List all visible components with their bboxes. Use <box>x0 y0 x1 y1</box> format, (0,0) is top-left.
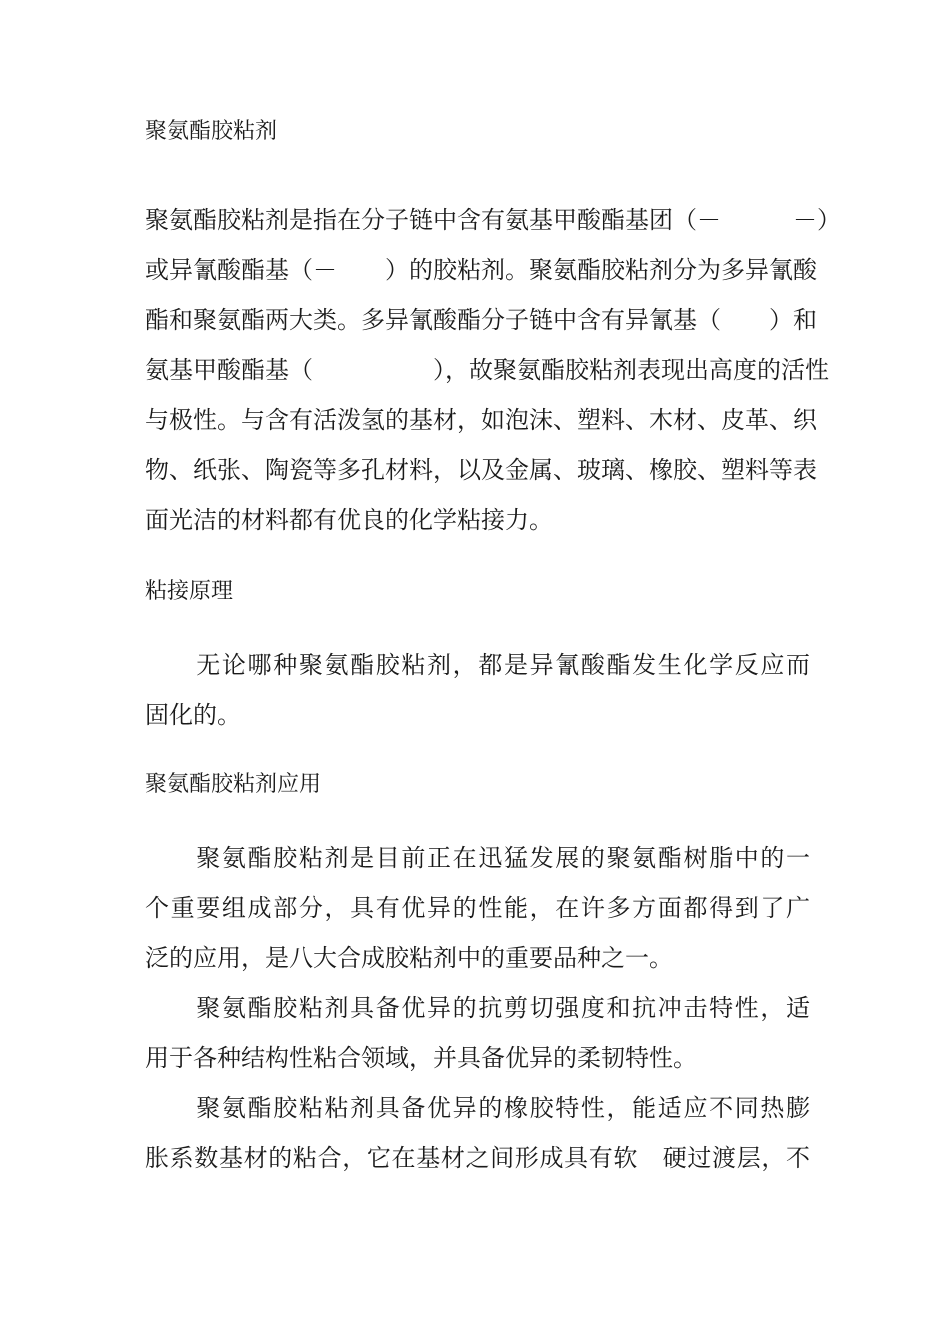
section-heading-applications: 聚氨酯胶粘剂应用 <box>145 772 322 797</box>
paragraph-line: 与极性。与含有活泼氢的基材，如泡沫、塑料、木材、皮革、织 <box>145 406 817 434</box>
paragraph-line: 或异氰酸酯基（－ ）的胶粘剂。聚氨酯胶粘剂分为多异氰酸 <box>145 256 817 284</box>
paragraph-line: 聚氨酯胶粘剂具备优异的抗剪切强度和抗冲击特性，适 <box>145 994 810 1022</box>
paragraph-line: 面光洁的材料都有优良的化学粘接力。 <box>145 506 553 534</box>
applications-paragraph-1 <box>145 833 810 983</box>
paragraph-line: 个重要组成部分，具有优异的性能，在许多方面都得到了广 <box>145 894 810 922</box>
paragraph-line: 泛的应用，是八大合成胶粘剂中的重要品种之一。 <box>145 944 673 972</box>
bonding-principle-paragraph <box>145 640 810 740</box>
applications-paragraph-2 <box>145 983 810 1083</box>
paragraph-line: 用于各种结构性粘合领域，并具备优异的柔韧特性。 <box>145 1044 697 1072</box>
paragraph-line: 物、纸张、陶瓷等多孔材料，以及金属、玻璃、橡胶、塑料等表 <box>145 456 817 484</box>
paragraph-line: 氨基甲酸酯基（ ），故聚氨酯胶粘剂表现出高度的活性 <box>145 356 829 384</box>
section-heading-bonding-principle: 粘接原理 <box>145 579 234 604</box>
paragraph-line: 聚氨酯胶粘粘剂具备优异的橡胶特性，能适应不同热膨 <box>145 1094 810 1122</box>
intro-paragraph <box>145 195 841 545</box>
paragraph-line: 无论哪种聚氨酯胶粘剂，都是异氰酸酯发生化学反应而 <box>145 651 810 679</box>
paragraph-line: 固化的。 <box>145 701 241 729</box>
applications-paragraph-3 <box>145 1083 810 1183</box>
paragraph-line: 聚氨酯胶粘剂是指在分子链中含有氨基甲酸酯基团（－ －） <box>145 206 841 234</box>
paragraph-line: 酯和聚氨酯两大类。多异氰酸酯分子链中含有异氰基（ ）和 <box>145 306 817 334</box>
paragraph-line: 胀系数基材的粘合，它在基材之间形成具有软 硬过渡层，不 <box>145 1144 810 1172</box>
document-title: 聚氨酯胶粘剂 <box>145 119 278 144</box>
paragraph-line: 聚氨酯胶粘剂是目前正在迅猛发展的聚氨酯树脂中的一 <box>145 844 810 872</box>
